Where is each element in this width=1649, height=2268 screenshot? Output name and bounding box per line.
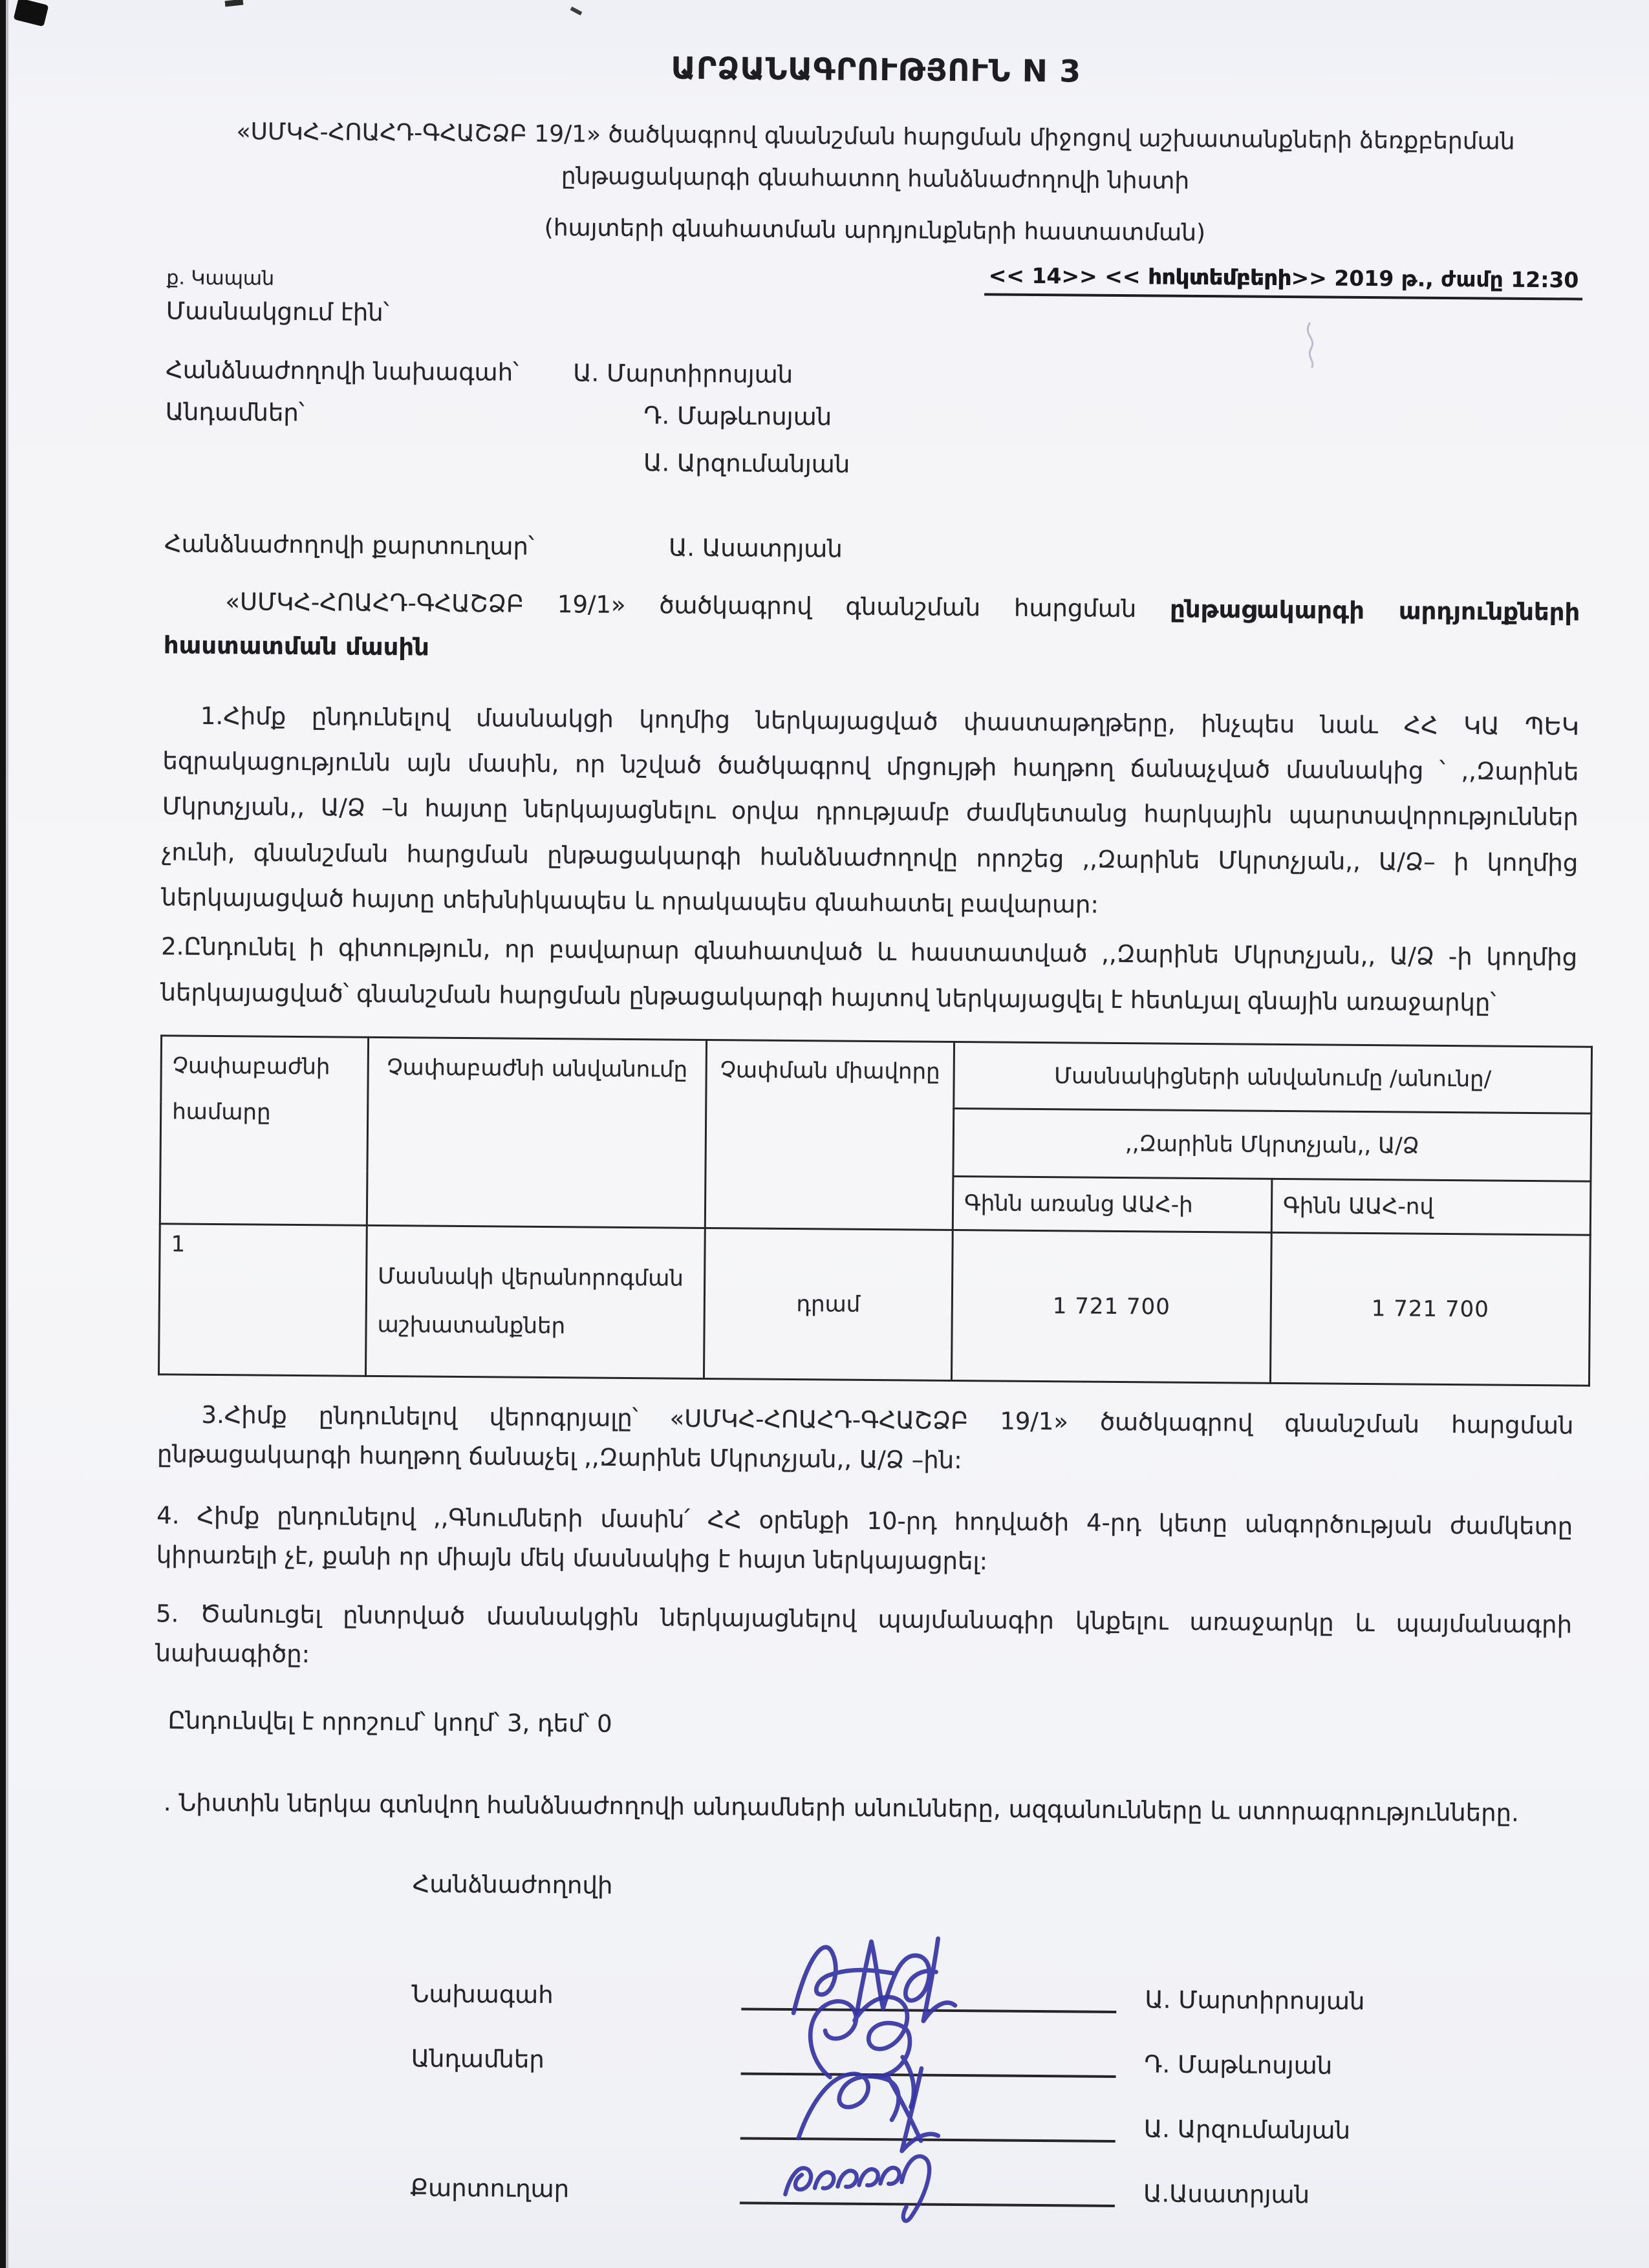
date-month: հոկտեմբերի [1147,263,1291,290]
member-2-name: Ա. Արզումանյան [643,448,850,478]
members-row [166,398,1582,436]
signature-row-secretary [151,2135,1568,2210]
sig-name-chairman: Ա. Մարտիրոսյան [1145,1985,1365,2016]
subject-paragraph [164,579,1580,678]
document-subtitle: «ՍՄԿՀ-ՀՈԱՀԴ-ԳՀԱՇՁԲ 19/1» ծածկագրով գնանշման հարցման միջոցով աշխատանքների ձեռքբերման ընթացակարգի գնահատող հանձնաժողովի նիստի [236,118,1515,195]
paragraph-1: 1.Հիմք ընդունելով մասնակցի կողմից ներկայացված փաստաթղթերը, ինչպես նաև ՀՀ ԿԱ ՊԵԿ եզրակացությունն այն մասին, որ նշված ծածկագրով մրցույթի հաղթող ճանաչված մասնակից ՝ ,,Զարինե Մկրտչյան,, Ա/Ձ –ն հայտը ներկայացնելու օրվա դրությամբ ժամկետանց հարկային պարտավորություններ չունի, գնանշման հարցման ընթացակարգի հանձնաժողովը որոշեց ,,Զարինե Մկրտչյան,, Ա/Ձ– ի կողմից ներկայացված հայտը տեխնիկապես և որակապես գնահատել բավարար: [161,701,1580,919]
table-row [158,1224,1590,1385]
members-label: Անդամներ՝ [165,397,305,427]
paragraph-2: 2.Ընդունել ի գիտություն, որ բավարար գնահատված և հաստատված ,,Զարինե Մկրտչյան,, Ա/Ձ -ի կողմից ներկայացված՝ գնանշման հարցման ընթացակարգի հայտով ներկայացվել է հետևյալ գնային առաջարկը՝ [160,932,1578,1017]
meta-row [166,256,1582,300]
scan-left-edge-shadow [6,0,8,2268]
pen-ghost-mark [1284,318,1342,370]
sig-label-chairman: Նախագահ [411,1980,554,2009]
col-header-participants: Մասնակիցների անվանումը /անունը/ [954,1042,1592,1113]
sig-name-member-1: Դ. Մաթևոսյան [1144,2050,1333,2080]
signature-line [740,2196,1115,2208]
date-suffix: >> 2019 թ., ժամը 12:30 [1291,264,1579,293]
purpose-note: (հայտերի գնահատման արդյունքների հաստատման) [544,214,1206,246]
page-title: ԱՐՁԱՆԱԳՐՈՒԹՅՈՒՆ N 3 [671,50,1082,90]
scan-left-edge-artifact [0,0,6,2268]
secretary-label: Հանձնաժողովի քարտուղար՝ [164,529,534,561]
lot-number-cell: 1 [158,1224,367,1376]
sig-name-member-2: Ա. Արզումանյան [1143,2115,1351,2145]
attendance-note: . Նիստին ներկա գտնվող հանձնաժողովի անդամների անունները, ազգանունները և ստորագրությունները. [163,1788,1520,1827]
sig-name-secretary: Ա.Ասատրյան [1143,2179,1310,2209]
member-1-name: Դ. Մաթևոսյան [643,401,832,431]
col-header-lot-name: Չափաբաժնի անվանումը [367,1037,706,1228]
unit-cell: դրամ [704,1228,953,1380]
sig-label-secretary: Քարտուղար [409,2174,570,2203]
member-2-row [165,445,1581,484]
secretary-row [164,530,1580,568]
lot-name-cell: Մասնակի վերանորոգման աշխատանքներ [365,1225,705,1378]
date-prefix: << 14>> << [988,262,1148,289]
price-no-vat-cell: 1 721 700 [951,1230,1271,1383]
participants-heading: Մասնակցում էին՝ [166,296,389,326]
paragraph-3: 3.Հիմք ընդունելով վերոգրյալը՝ «ՍՄԿՀ-ՀՈԱՀԴ-ԳՀԱՇՁԲ 19/1» ծածկագրով գնանշման հարցման ընթացակարգի հաղթող ճանաչել ,,Զարինե Մկրտչյան,, Ա/Ձ –ին: [156,1400,1574,1474]
col-header-unit: Չափման միավորը [705,1040,954,1230]
chairman-name: Ա. Մարտիրոսյան [573,358,793,389]
chairman-label: Հանձնաժողովի նախագահ՝ [166,355,519,387]
price-vat-cell: 1 721 700 [1270,1232,1590,1385]
signature-committee-label: Հանձնաժողովի [412,1870,613,1899]
signature-ink-secretary [772,2105,1018,2230]
date-time-line [985,262,1583,300]
city-label: ք. Կապան [166,266,275,290]
chairman-row [166,356,1582,394]
member-2-spacer [165,445,643,476]
paragraph-4: 4. Հիմք ընդունելով ,,Գնումների մասին՛ ՀՀ օրենքի 10-րդ հոդվածի 4-րդ կետը անգործության ժամկետը կիրառելի չէ, քանի որ միայն մեկ մասնակից է հայտ ներկայացրել: [156,1501,1573,1576]
decision-line: Ընդունվել է որոշում՝ կողմ՝ 3, դեմ՝ 0 [167,1706,612,1738]
col-header-lot-number: Չափաբաժնի համարը [160,1036,368,1226]
col-header-price-no-vat: Գինն առանց ԱԱՀ-ի [953,1176,1272,1232]
participant-name-header: ,,Զարինե Մկրտչյան,, Ա/Ձ [953,1108,1591,1181]
secretary-name: Ա. Ասատրյան [668,533,843,563]
subject-normal-part: «ՍՄԿՀ-ՀՈԱՀԴ-ԳՀԱՇՁԲ 19/1» ծածկագրով գնանշման հարցման [225,587,1170,623]
signature-rows [151,1941,1569,2210]
subject-bold-part: ընթացակարգի արդյունքների հաստատման մասին [163,595,1580,661]
col-header-price-vat: Գինն ԱԱՀ-ով [1271,1179,1591,1235]
table-header-row-1 [161,1036,1592,1113]
paragraph-5: 5. Ծանուցել ընտրված մասնակցին ներկայացնելով պայմանագիր կնքելու առաջարկը և պայմանագրի նախագիծը: [155,1599,1573,1669]
sig-label-members: Անդամներ [411,2044,545,2074]
price-offer-table [158,1034,1593,1386]
